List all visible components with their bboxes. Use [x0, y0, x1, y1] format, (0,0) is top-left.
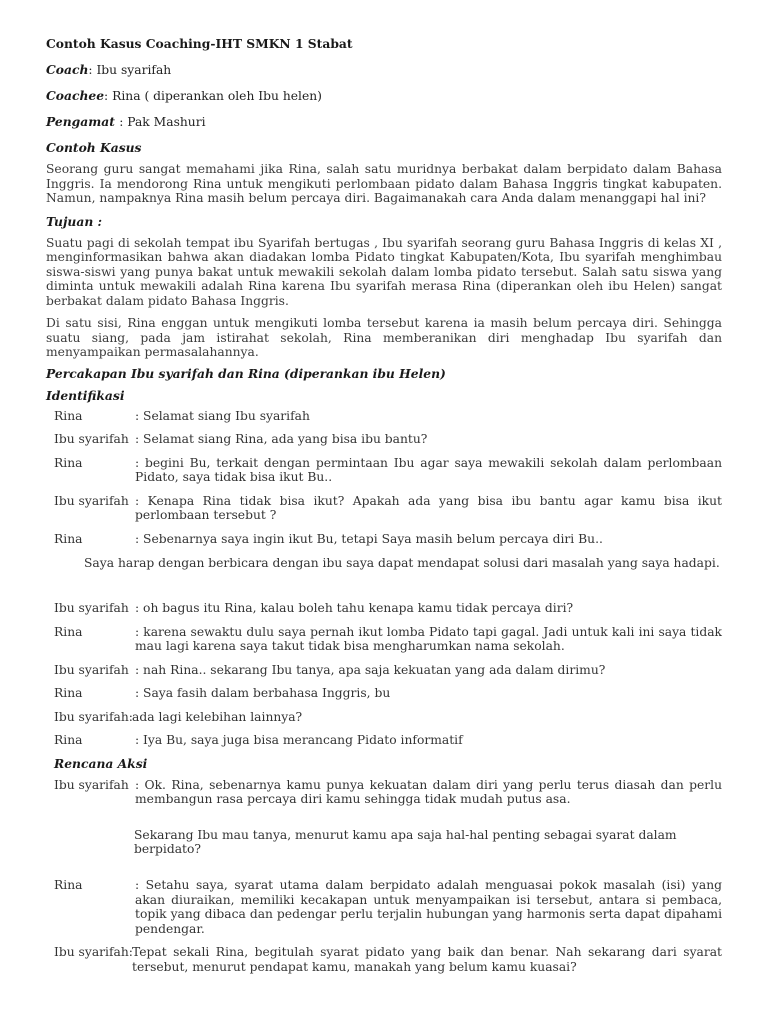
spacer [46, 485, 722, 494]
dialog-line: Rina : Selamat siang Ibu syarifah [54, 408, 310, 423]
case-paragraph: Seorang guru sangat memahami jika Rina, salah satu muridnya berbakat dalam berpidato dalam Bahasa Inggris. Ia mendorong Rina untuk mengikuti perlombaan pidato dalam Bahasa Inggris tingkat kabupaten. Namun, nampaknya Rina masih belum percaya diri. Bagaimanakah cara Anda dalam menanggapi hal ini? [46, 162, 722, 205]
dialog-line: Rina : begini Bu, terkait dengan permintaan Ibu agar saya mewakili sekolah dalam perlombaan Pidato, saya tidak bisa ikut Bu.. [54, 455, 722, 484]
spacer [46, 78, 722, 88]
dialog-line: Ibu syarifah: Tepat sekali Rina, begitulah syarat pidato yang baik dan benar. Nah sekarang dari syarat tersebut, menurut pendapat kamu, manakah yang belum kamu kuasai? [54, 945, 722, 974]
conversation-heading: Percakapan Ibu syarifah dan Rina (diperankan ibu Helen) [46, 365, 446, 381]
spacer [46, 701, 722, 710]
dialog-group-identification [46, 409, 722, 547]
goal-paragraph-2: Di satu sisi, Rina enggan untuk mengikuti lomba tersebut karena ia masih belum percaya diri. Sehingga suatu siang, pada jam istirahat sekolah, Rina memberanikan diri menghadap Ibu syarifah dan menyampaikan permasalahannya. [46, 316, 722, 359]
dialog-line: Ibu syarifah: ada lagi kelebihan lainnya? [54, 709, 303, 724]
goal-paragraph-1: Suatu pagi di sekolah tempat ibu Syarifah bertugas , Ibu syarifah seorang guru Bahasa Inggris di kelas XI , menginformasikan bahwa akan diadakan lomba Pidato tingkat Kabupaten/Kota, Ibu syarifah menghimbau siswa-siswi yang punya bakat untuk mewakili sekolah dalam lomba pidato tersebut. Salah satu siswa yang diminta untuk mewakili adalah Rina karena Ibu syarifah merasa Rina (diperankan oleh ibu Helen) sangat berbakat dalam pidato Bahasa Inggris. [46, 235, 722, 308]
dialog-group-action [46, 778, 722, 975]
dialog-line: Ibu syarifah : oh bagus itu Rina, kalau boleh tahu kenapa kamu tidak percaya diri? [54, 601, 574, 615]
dialog-line: Rina : Iya Bu, saya juga bisa merancang Pidato informatif [54, 733, 463, 747]
spacer [46, 869, 722, 878]
document-title: Contoh Kasus Coaching-IHT SMKN 1 Stabat [46, 36, 353, 51]
spacer [46, 308, 722, 316]
case-heading: Contoh Kasus [46, 140, 142, 155]
dialog-line: Rina : Setahu saya, syarat utama dalam berpidato adalah menguasai pokok masalah (isi) yang akan diuraikan, memiliki kecakapan untuk menyampaikan isi tersebut, antara si pembaca, topik yang dibaca dan pedengar perlu terjalin hubungan yang harmonis serta dapat dipahami pendengar. [54, 878, 722, 936]
spacer [46, 130, 722, 140]
spacer [46, 423, 722, 432]
dialog-line: Ibu syarifah : Kenapa Rina tidak bisa ikut? Apakah ada yang bisa ibu bantu agar kamu bisa ikut perlombaan tersebut ? [54, 493, 722, 522]
spacer [46, 724, 722, 733]
spacer [46, 677, 722, 686]
action-plan-heading: Rencana Aksi [54, 755, 148, 771]
dialog-line: Rina : Saya fasih dalam berbahasa Inggris, bu [54, 686, 391, 700]
dialog-line: Rina : karena sewaktu dulu saya pernah ikut lomba Pidato tapi gagal. Jadi untuk kali ini saya tidak mau lagi karena saya takut tidak bisa mengharumkan nama sekolah. [54, 624, 722, 653]
spacer [46, 936, 722, 945]
spacer [46, 748, 722, 756]
goal-heading: Tujuan : [46, 213, 103, 229]
spacer [46, 654, 722, 663]
document-page [46, 36, 722, 974]
role-coach: Coach: Ibu syarifah [46, 62, 172, 77]
spacer [46, 206, 722, 214]
spacer [46, 807, 722, 816]
spacer [46, 52, 722, 62]
spacer [46, 447, 722, 456]
dialog-line: Ibu syarifah : Selamat siang Rina, ada yang bisa ibu bantu? [54, 432, 428, 446]
spacer [46, 571, 722, 601]
role-coachee: Coachee: Rina ( diperankan oleh Ibu helen) [46, 88, 322, 103]
spacer [46, 616, 722, 625]
dialog-line: Ibu syarifah : nah Rina.. sekarang Ibu tanya, apa saja kekuatan yang ada dalam dirimu? [54, 662, 606, 677]
dialog-group-exploration [46, 601, 722, 748]
interlude-text: Saya harap dengan berbicara dengan ibu saya dapat mendapat solusi dari masalah yang saya hadapi. [84, 556, 720, 570]
identification-heading: Identifikasi [46, 387, 125, 403]
spacer [46, 104, 722, 114]
spacer [46, 523, 722, 532]
dialog-line: Rina : Sebenarnya saya ingin ikut Bu, tetapi Saya masih belum percaya diri Bu.. [54, 531, 603, 546]
spacer [46, 546, 722, 555]
dialog-continuation: Sekarang Ibu mau tanya, menurut kamu apa saja hal-hal penting sebagai syarat dalam berpidato? [134, 827, 677, 857]
dialog-line: Ibu syarifah : Ok. Rina, sebenarnya kamu punya kekuatan dalam diri yang perlu terus diasah dan perlu membangun rasa percaya diri kamu sehingga tidak mudah putus asa. [54, 777, 722, 806]
role-observer: Pengamat : Pak Mashuri [46, 114, 206, 129]
